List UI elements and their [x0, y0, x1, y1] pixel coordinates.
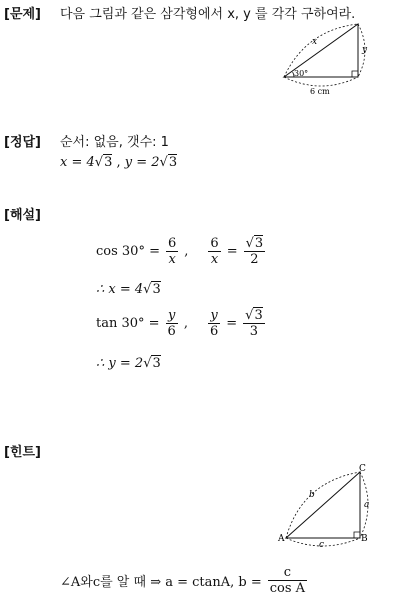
solution-line-2: ∴ x = 4√3: [96, 282, 161, 297]
hint-label-a: a: [364, 500, 370, 510]
right-angle-marker: [352, 71, 358, 77]
solution-line-3: tan 30° = $\frac{y}{6}$ , $\frac{y}{6}$ = $\frac{√3}{3}$: [96, 308, 263, 339]
tan-lhs: tan 30° =: [96, 316, 160, 331]
answer-y: y = 2: [124, 155, 160, 170]
hint-triangle-figure: [276, 462, 376, 548]
hint-label-C: C: [359, 464, 366, 474]
hint-triangle: [286, 472, 360, 538]
answer-sep: ,: [112, 155, 125, 170]
label-y: y: [362, 45, 368, 55]
answer-meta: 순서: 없음, 갯수: 1: [60, 135, 169, 150]
label-x: x: [312, 37, 318, 47]
solution-line-1: cos 30° = $\frac{6}{x}$ , $\frac{6}{x}$ = $\frac{√3}{2}$: [96, 236, 264, 267]
answer-label: [정답]: [4, 135, 41, 150]
base-arc: [284, 77, 358, 86]
hint-label-c: c: [319, 540, 325, 548]
label-base: 6 cm: [310, 87, 330, 96]
hint-label: [힌트]: [4, 445, 41, 460]
solution-line-4: ∴ y = 2√3: [96, 356, 161, 371]
problem-label: [문제]: [4, 7, 41, 22]
hint-label-A: A: [278, 534, 285, 544]
problem-triangle-figure: [276, 20, 376, 100]
answer-x: x = 4: [60, 155, 95, 170]
hint-right-angle-marker: [354, 532, 360, 538]
hint-label-b: b: [309, 490, 315, 500]
hint-label-B: B: [361, 534, 368, 544]
label-angle: 30°: [294, 69, 309, 78]
problem-text: 다음 그림과 같은 삼각형에서 x, y 를 각각 구하여라.: [60, 7, 356, 22]
answer-y-root: 3: [168, 155, 178, 170]
hint-text: ∠A와c를 알 때 ⇒ a = ctanA, b =: [60, 575, 262, 590]
solution-label: [해설]: [4, 208, 41, 223]
hint-formula: ∠A와c를 알 때 ⇒ a = ctanA, b = $\frac{c}{\text{cos A}}$: [60, 565, 306, 596]
answer-values: x = 4√3 , y = 2√3: [60, 155, 178, 170]
answer-x-root: 3: [104, 155, 113, 170]
cos-lhs: cos 30° =: [96, 244, 160, 259]
